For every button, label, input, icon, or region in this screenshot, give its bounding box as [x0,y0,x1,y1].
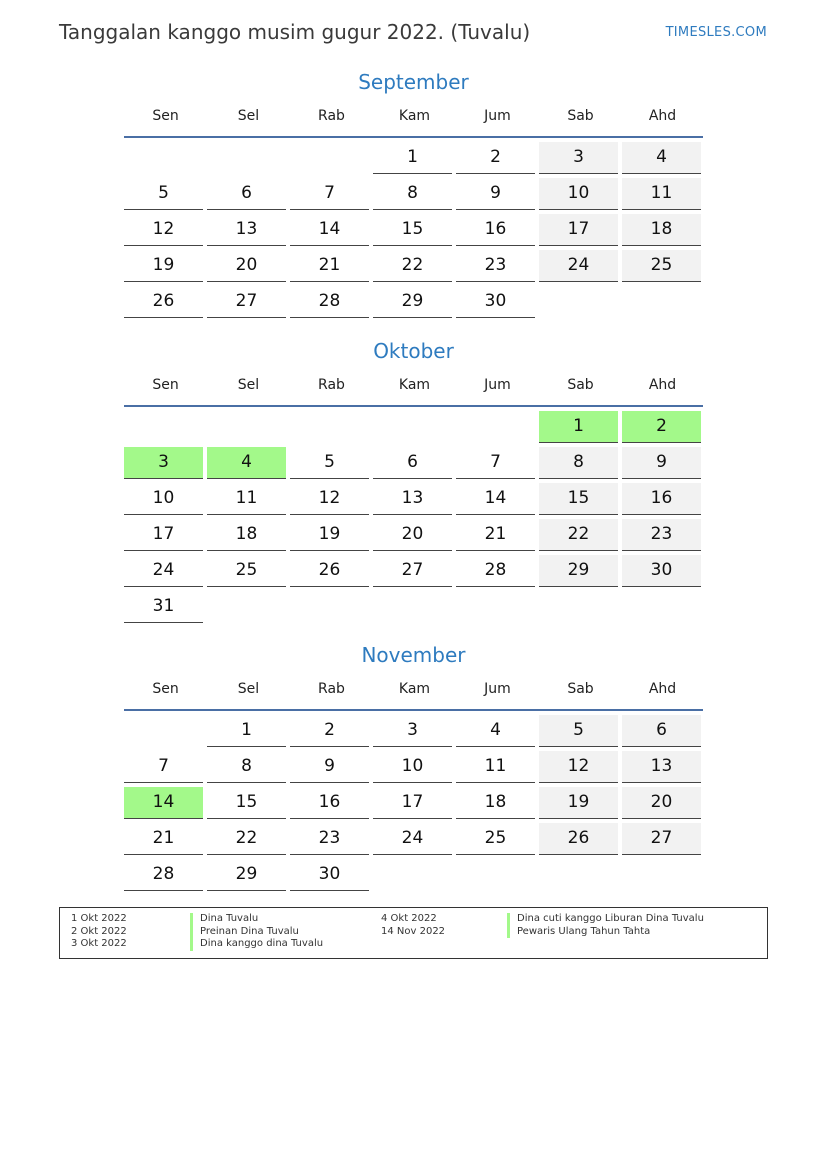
weekday-label: Sel [237,377,260,393]
legend-names-col2 [507,913,704,938]
week-row [124,751,703,783]
page-title: Tanggalan kanggo musim gugur 2022. (Tuvalu) [59,20,531,44]
day-cell: 30 [456,286,535,318]
day-cell: 19 [290,519,369,551]
weekday-label: Sab [567,681,594,697]
brand-link[interactable]: TIMESLES.COM [665,25,767,40]
legend-date: 2 Okt 2022 [71,925,127,937]
day-cell: 27 [207,286,286,318]
month-title: November [361,643,466,667]
week-row [124,787,703,819]
day-cell: 17 [373,787,452,819]
legend-holiday-name: Dina kanggo dina Tuvalu [190,938,323,951]
day-cell: 31 [124,591,203,623]
day-cell: 8 [207,751,286,783]
day-cell: 25 [207,555,286,587]
weekday-label: Jum [484,108,511,124]
week-row [124,591,703,623]
legend-holiday-name: Pewaris Ulang Tahun Tahta [507,926,704,939]
day-cell: 18 [456,787,535,819]
day-cell: 15 [207,787,286,819]
weekday-label: Jum [484,681,511,697]
month-november [124,643,703,891]
weekday-label: Sab [567,108,594,124]
day-cell: 8 [539,447,618,479]
day-cell: 1 [207,715,286,747]
weekday-label: Rab [318,377,345,393]
week-row [124,178,703,210]
empty-day-cell [456,411,535,442]
holiday-day-cell: 3 [124,447,203,479]
week-row [124,859,703,891]
legend-holiday-name: Dina Tuvalu [190,913,323,926]
day-cell: 11 [207,483,286,515]
weekday-header [124,106,703,138]
day-cell: 13 [622,751,701,783]
day-cell: 10 [373,751,452,783]
empty-day-cell [207,591,286,622]
day-cell: 9 [456,178,535,210]
day-cell: 16 [456,214,535,246]
day-cell: 7 [290,178,369,210]
day-cell: 17 [539,214,618,246]
day-cell: 1 [373,142,452,174]
day-cell: 20 [373,519,452,551]
day-cell: 18 [622,214,701,246]
empty-day-cell [290,142,369,173]
legend-date: 4 Okt 2022 [381,913,437,924]
weekday-label: Sen [152,681,179,697]
day-cell: 15 [373,214,452,246]
day-cell: 14 [456,483,535,515]
legend-date: 1 Okt 2022 [71,913,127,924]
empty-day-cell [124,411,203,442]
day-cell: 6 [207,178,286,210]
day-cell: 20 [207,250,286,282]
holiday-legend [59,907,768,959]
weekday-label: Sen [152,108,179,124]
day-cell: 4 [622,142,701,174]
day-cell: 25 [456,823,535,855]
holiday-day-cell: 1 [539,411,618,443]
day-cell: 20 [622,787,701,819]
day-cell: 30 [622,555,701,587]
empty-day-cell [373,859,452,890]
day-cell: 23 [622,519,701,551]
day-cell: 16 [290,787,369,819]
day-cell: 11 [622,178,701,210]
empty-day-cell [456,591,535,622]
weekday-label: Sen [152,377,179,393]
day-cell: 22 [207,823,286,855]
weekday-label: Ahd [648,108,677,124]
weekday-label: Kam [398,108,431,124]
week-row [124,483,703,515]
weekday-label: Jum [484,377,511,393]
month-title: Oktober [373,339,454,363]
day-cell: 28 [124,859,203,891]
legend-date: 14 Nov 2022 [381,925,446,937]
weekday-label: Sel [237,108,260,124]
day-cell: 9 [622,447,701,479]
day-cell: 14 [290,214,369,246]
empty-day-cell [124,715,203,746]
day-cell: 13 [207,214,286,246]
weekday-label: Ahd [648,377,677,393]
empty-day-cell [124,142,203,173]
day-cell: 12 [124,214,203,246]
legend-names-col1 [190,913,323,951]
day-cell: 29 [207,859,286,891]
empty-day-cell [622,859,701,890]
day-cell: 25 [622,250,701,282]
day-cell: 24 [539,250,618,282]
holiday-day-cell: 4 [207,447,286,479]
day-cell: 30 [290,859,369,891]
day-cell: 18 [207,519,286,551]
weekday-label: Rab [318,108,345,124]
day-cell: 13 [373,483,452,515]
week-row [124,411,703,443]
day-cell: 29 [373,286,452,318]
day-cell: 5 [539,715,618,747]
legend-dates-col1 [71,913,127,951]
week-row [124,519,703,551]
day-cell: 23 [290,823,369,855]
day-cell: 7 [124,751,203,783]
empty-day-cell [456,859,535,890]
day-cell: 3 [539,142,618,174]
weekday-label: Sab [567,377,594,393]
empty-day-cell [539,286,618,317]
day-cell: 15 [539,483,618,515]
day-cell: 3 [373,715,452,747]
empty-day-cell [207,142,286,173]
day-cell: 7 [456,447,535,479]
day-cell: 19 [539,787,618,819]
empty-day-cell [373,591,452,622]
day-cell: 22 [373,250,452,282]
legend-holiday-name: Dina cuti kanggo Liburan Dina Tuvalu [507,913,704,926]
empty-day-cell [373,411,452,442]
day-cell: 5 [124,178,203,210]
day-cell: 5 [290,447,369,479]
weekday-label: Ahd [648,681,677,697]
day-cell: 6 [373,447,452,479]
legend-dates-col2 [381,913,445,938]
legend-holiday-name: Preinan Dina Tuvalu [190,926,323,939]
day-cell: 21 [124,823,203,855]
week-row [124,214,703,246]
day-cell: 22 [539,519,618,551]
week-row [124,823,703,855]
weekday-label: Sel [237,681,260,697]
day-cell: 26 [539,823,618,855]
day-cell: 27 [622,823,701,855]
month-title: September [358,70,469,94]
weekday-label: Kam [398,377,431,393]
empty-day-cell [622,591,701,622]
holiday-day-cell: 14 [124,787,203,819]
day-cell: 28 [290,286,369,318]
day-cell: 19 [124,250,203,282]
day-cell: 6 [622,715,701,747]
day-cell: 24 [373,823,452,855]
day-cell: 27 [373,555,452,587]
day-cell: 26 [124,286,203,318]
month-september [124,70,703,318]
weekday-label: Rab [318,681,345,697]
day-cell: 17 [124,519,203,551]
weekday-header [124,375,703,407]
day-cell: 4 [456,715,535,747]
empty-day-cell [622,286,701,317]
week-row [124,555,703,587]
empty-day-cell [290,411,369,442]
day-cell: 12 [539,751,618,783]
day-cell: 2 [456,142,535,174]
day-cell: 21 [290,250,369,282]
day-cell: 23 [456,250,535,282]
day-cell: 16 [622,483,701,515]
day-cell: 29 [539,555,618,587]
week-row [124,286,703,318]
day-cell: 28 [456,555,535,587]
day-cell: 2 [290,715,369,747]
week-row [124,250,703,282]
week-row [124,447,703,479]
month-oktober [124,339,703,623]
day-cell: 8 [373,178,452,210]
holiday-day-cell: 2 [622,411,701,443]
day-cell: 10 [124,483,203,515]
empty-day-cell [207,411,286,442]
day-cell: 9 [290,751,369,783]
empty-day-cell [290,591,369,622]
day-cell: 26 [290,555,369,587]
day-cell: 12 [290,483,369,515]
weekday-header [124,679,703,711]
empty-day-cell [539,591,618,622]
weekday-label: Kam [398,681,431,697]
day-cell: 11 [456,751,535,783]
week-row [124,142,703,174]
empty-day-cell [539,859,618,890]
day-cell: 21 [456,519,535,551]
day-cell: 10 [539,178,618,210]
legend-date: 3 Okt 2022 [71,938,127,949]
day-cell: 24 [124,555,203,587]
week-row [124,715,703,747]
